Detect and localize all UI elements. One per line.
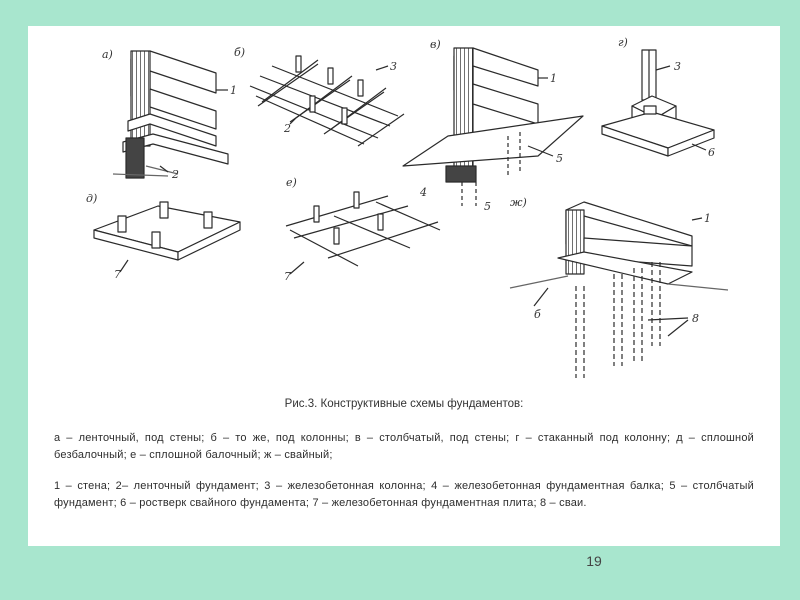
label-zh: ж): [510, 196, 527, 209]
label-g: г): [618, 36, 628, 49]
callout-b-3: 3: [390, 60, 397, 73]
diagram-d-slab: [94, 202, 240, 272]
callout-e-7: 7: [284, 270, 291, 283]
diagram-zh-pile: [510, 202, 728, 378]
label-e: е): [286, 176, 297, 189]
slide-card: [28, 26, 780, 546]
diagram-g-cup-column: [602, 50, 714, 156]
callout-v-1: 1: [550, 72, 557, 85]
diagram-e-beam-slab: [286, 192, 440, 274]
figure-caption-title: Рис.3. Конструктивные схемы фундаментов:: [284, 398, 524, 410]
callout-g-6: 6: [708, 146, 715, 159]
page-number: 19: [586, 553, 602, 569]
callout-a-2: 2: [172, 168, 179, 181]
callout-b-2: 2: [284, 122, 291, 135]
callout-v-4: 4: [420, 186, 427, 199]
label-d: д): [86, 192, 98, 205]
callout-zh-8: 8: [692, 312, 699, 325]
diagram-a-strip-wall: [113, 51, 228, 178]
foundation-schemes-figure: [28, 26, 780, 406]
label-b: б): [234, 46, 246, 59]
callout-v-5b: 5: [484, 200, 491, 213]
callout-a-1: 1: [230, 84, 237, 97]
callout-d-7: 7: [114, 268, 121, 281]
label-a: а): [102, 48, 113, 61]
callout-v-5: 5: [556, 152, 563, 165]
foundation-parts-legend: 1 – стена; 2– ленточный фундамент; 3 – железобетонная колонна; 4 – железобетонная фундаментная балка; 5 – столбчатый фундамент; 6 – ростверк свайного фундамента; 7 – железобетонная фундаментная плита; 8 – сваи.: [54, 480, 754, 509]
diagram-b-strip-columns: [250, 56, 404, 146]
callout-zh-1: 1: [704, 212, 711, 225]
label-v: в): [430, 38, 441, 51]
callout-g-3: 3: [674, 60, 681, 73]
callout-zh-6: б: [534, 308, 541, 321]
foundation-types-legend: а – ленточный, под стены; б – то же, под колонны; в – столбчатый, под стены; г – стаканный под колонну; д – сплошной безбалочный; е – сплошной балочный; ж – свайный;: [54, 432, 754, 461]
